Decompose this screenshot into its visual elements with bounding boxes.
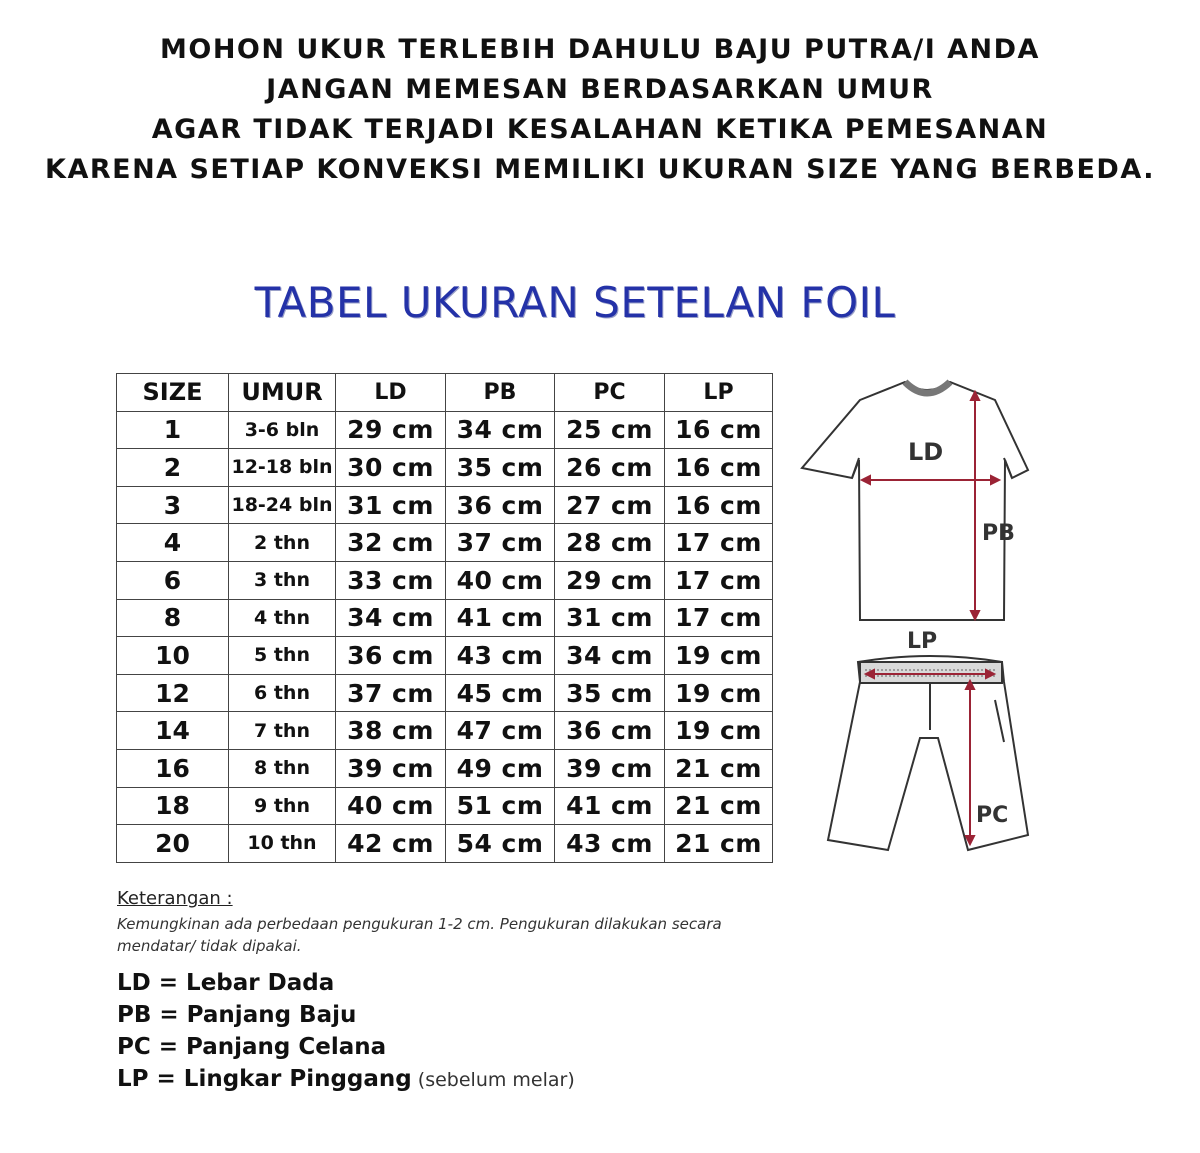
shirt-illustration bbox=[802, 382, 1028, 620]
lp-cell: 21 cm bbox=[665, 787, 773, 825]
legend-item bbox=[117, 1063, 797, 1096]
size-cell: 12 bbox=[117, 674, 229, 712]
pb-cell: 51 cm bbox=[446, 787, 555, 825]
lp-cell: 17 cm bbox=[665, 524, 773, 562]
pb-cell: 47 cm bbox=[446, 712, 555, 750]
pc-cell: 43 cm bbox=[555, 825, 665, 863]
age-cell: 3 thn bbox=[229, 561, 336, 599]
legend-text: PB = Panjang Baju bbox=[117, 1002, 357, 1028]
lp-cell: 19 cm bbox=[665, 674, 773, 712]
keterangan-note-line: Kemungkinan ada perbedaan pengukuran 1-2 cm. Pengukuran dilakukan secara bbox=[117, 915, 722, 933]
size-cell: 1 bbox=[117, 411, 229, 449]
age-cell: 7 thn bbox=[229, 712, 336, 750]
garment-diagram bbox=[790, 370, 1040, 880]
lp-cell: 21 cm bbox=[665, 749, 773, 787]
pb-cell: 36 cm bbox=[446, 486, 555, 524]
size-cell: 14 bbox=[117, 712, 229, 750]
keterangan-title: Keterangan : bbox=[117, 888, 233, 909]
column-header: UMUR bbox=[229, 374, 336, 412]
ld-cell: 38 cm bbox=[336, 712, 446, 750]
ld-cell: 37 cm bbox=[336, 674, 446, 712]
age-cell: 8 thn bbox=[229, 749, 336, 787]
ld-label: LD bbox=[908, 438, 944, 466]
lp-cell: 17 cm bbox=[665, 599, 773, 637]
lp-cell: 16 cm bbox=[665, 449, 773, 487]
ld-cell: 40 cm bbox=[336, 787, 446, 825]
size-notice bbox=[0, 30, 1200, 190]
page-title: TABEL UKURAN SETELAN FOIL bbox=[254, 278, 896, 327]
size-cell: 16 bbox=[117, 749, 229, 787]
table-row bbox=[117, 411, 773, 449]
age-cell: 2 thn bbox=[229, 524, 336, 562]
ld-cell: 42 cm bbox=[336, 825, 446, 863]
age-cell: 18-24 bln bbox=[229, 486, 336, 524]
legend-item bbox=[117, 967, 797, 999]
pb-cell: 34 cm bbox=[446, 411, 555, 449]
pb-cell: 35 cm bbox=[446, 449, 555, 487]
legend-extra-note: (sebelum melar) bbox=[411, 1069, 575, 1091]
ld-cell: 39 cm bbox=[336, 749, 446, 787]
size-cell: 6 bbox=[117, 561, 229, 599]
table-row bbox=[117, 674, 773, 712]
pc-cell: 28 cm bbox=[555, 524, 665, 562]
lp-label: LP bbox=[907, 629, 938, 654]
table-header-row bbox=[117, 374, 773, 412]
table-row bbox=[117, 749, 773, 787]
ld-cell: 30 cm bbox=[336, 449, 446, 487]
size-cell: 3 bbox=[117, 486, 229, 524]
column-header: PB bbox=[446, 374, 555, 412]
pb-cell: 41 cm bbox=[446, 599, 555, 637]
lp-cell: 19 cm bbox=[665, 637, 773, 675]
notice-line: AGAR TIDAK TERJADI KESALAHAN KETIKA PEMESANAN bbox=[151, 114, 1049, 145]
age-cell: 10 thn bbox=[229, 825, 336, 863]
table-row bbox=[117, 599, 773, 637]
age-cell: 6 thn bbox=[229, 674, 336, 712]
size-cell: 8 bbox=[117, 599, 229, 637]
column-header: LD bbox=[336, 374, 446, 412]
pb-label: PB bbox=[982, 521, 1015, 546]
pc-cell: 41 cm bbox=[555, 787, 665, 825]
table-row bbox=[117, 825, 773, 863]
ld-cell: 31 cm bbox=[336, 486, 446, 524]
pc-cell: 29 cm bbox=[555, 561, 665, 599]
pc-label: PC bbox=[976, 803, 1009, 828]
pb-cell: 43 cm bbox=[446, 637, 555, 675]
age-cell: 3-6 bln bbox=[229, 411, 336, 449]
ld-cell: 29 cm bbox=[336, 411, 446, 449]
pc-cell: 25 cm bbox=[555, 411, 665, 449]
table-row bbox=[117, 449, 773, 487]
size-cell: 20 bbox=[117, 825, 229, 863]
notice-line: JANGAN MEMESAN BERDASARKAN UMUR bbox=[266, 74, 934, 105]
table-row bbox=[117, 787, 773, 825]
legend-item bbox=[117, 1031, 797, 1063]
lp-cell: 17 cm bbox=[665, 561, 773, 599]
age-cell: 4 thn bbox=[229, 599, 336, 637]
table-row bbox=[117, 486, 773, 524]
ld-cell: 33 cm bbox=[336, 561, 446, 599]
lp-cell: 16 cm bbox=[665, 411, 773, 449]
table-row bbox=[117, 561, 773, 599]
notice-line: MOHON UKUR TERLEBIH DAHULU BAJU PUTRA/I ANDA bbox=[160, 34, 1040, 65]
table-row bbox=[117, 524, 773, 562]
legend-item bbox=[117, 999, 797, 1031]
lp-cell: 19 cm bbox=[665, 712, 773, 750]
ld-cell: 34 cm bbox=[336, 599, 446, 637]
pc-cell: 26 cm bbox=[555, 449, 665, 487]
size-cell: 2 bbox=[117, 449, 229, 487]
keterangan-note bbox=[117, 913, 797, 957]
table-row bbox=[117, 637, 773, 675]
pb-cell: 40 cm bbox=[446, 561, 555, 599]
keterangan-section bbox=[117, 888, 797, 1096]
notice-line: KARENA SETIAP KONVEKSI MEMILIKI UKURAN SIZE YANG BERBEDA. bbox=[45, 154, 1155, 185]
pc-cell: 31 cm bbox=[555, 599, 665, 637]
pc-cell: 34 cm bbox=[555, 637, 665, 675]
column-header: LP bbox=[665, 374, 773, 412]
pb-cell: 45 cm bbox=[446, 674, 555, 712]
age-cell: 12-18 bln bbox=[229, 449, 336, 487]
pc-cell: 27 cm bbox=[555, 486, 665, 524]
pc-cell: 36 cm bbox=[555, 712, 665, 750]
lp-cell: 21 cm bbox=[665, 825, 773, 863]
size-cell: 10 bbox=[117, 637, 229, 675]
size-cell: 18 bbox=[117, 787, 229, 825]
ld-cell: 32 cm bbox=[336, 524, 446, 562]
keterangan-note-line: mendatar/ tidak dipakai. bbox=[117, 937, 302, 955]
legend-text: LD = Lebar Dada bbox=[117, 970, 335, 996]
age-cell: 5 thn bbox=[229, 637, 336, 675]
lp-cell: 16 cm bbox=[665, 486, 773, 524]
column-header: SIZE bbox=[117, 374, 229, 412]
pb-cell: 54 cm bbox=[446, 825, 555, 863]
abbreviation-legend bbox=[117, 967, 797, 1096]
legend-text: PC = Panjang Celana bbox=[117, 1034, 387, 1060]
ld-cell: 36 cm bbox=[336, 637, 446, 675]
table-row bbox=[117, 712, 773, 750]
pc-cell: 35 cm bbox=[555, 674, 665, 712]
size-cell: 4 bbox=[117, 524, 229, 562]
pb-cell: 37 cm bbox=[446, 524, 555, 562]
size-table bbox=[116, 373, 773, 863]
pb-cell: 49 cm bbox=[446, 749, 555, 787]
column-header: PC bbox=[555, 374, 665, 412]
legend-text: LP = Lingkar Pinggang bbox=[117, 1066, 412, 1092]
age-cell: 9 thn bbox=[229, 787, 336, 825]
pc-cell: 39 cm bbox=[555, 749, 665, 787]
